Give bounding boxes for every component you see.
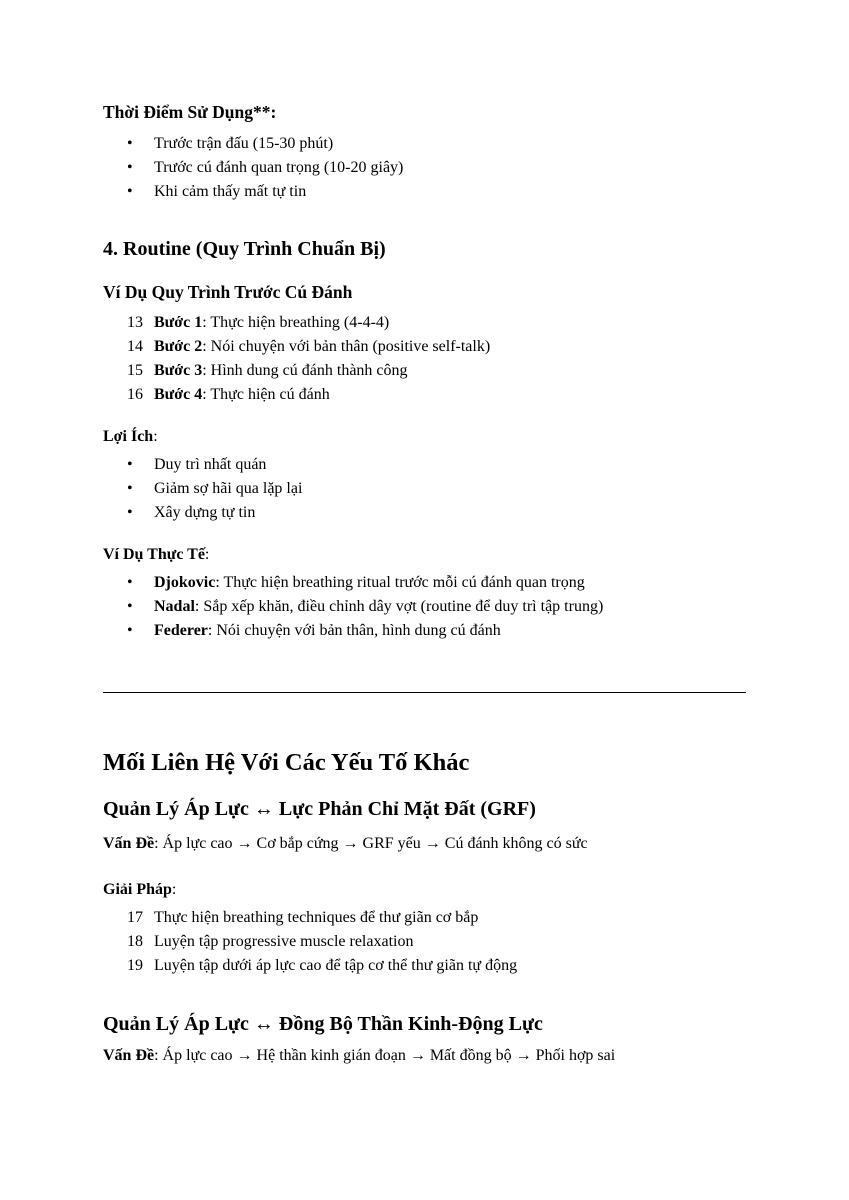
real-examples-label-colon: :	[204, 546, 210, 563]
solution-text: Luyện tập progressive muscle relaxation	[154, 933, 414, 950]
step-text: : Thực hiện breathing (4-4-4)	[202, 314, 390, 331]
player-text: : Sắp xếp khăn, điều chỉnh dây vợt (routine để duy trì tập trung)	[194, 598, 604, 615]
grf-solution-label	[103, 881, 176, 899]
list-item	[103, 595, 603, 619]
step-label: Bước 1	[154, 314, 203, 331]
benefits-label-colon: :	[153, 428, 158, 445]
list-item: • Trước cú đánh quan trọng (10-20 giây)	[103, 156, 403, 180]
solution-text: Thực hiện breathing techniques để thư giãn cơ bắp	[154, 909, 479, 926]
routine-example-heading: Ví Dụ Quy Trình Trước Cú Đánh	[103, 282, 353, 302]
real-examples-list	[103, 571, 603, 643]
step-number: 14	[127, 338, 143, 355]
list-item	[103, 311, 490, 335]
step-label: Bước 3	[154, 362, 203, 379]
player-text: : Nói chuyện với bản thân, hình dung cú đánh	[207, 622, 501, 639]
neuro-problem-label: Vấn Đề	[103, 1047, 155, 1064]
timing-heading: Thời Điểm Sử Dụng**:	[103, 102, 277, 122]
player-text: : Thực hiện breathing ritual trước mỗi cú đánh quan trọng	[215, 574, 585, 591]
timing-list	[103, 132, 403, 204]
step-number: 17	[127, 909, 143, 926]
benefits-label	[103, 428, 158, 446]
step-number: 15	[127, 362, 143, 379]
list-item: • Xây dựng tự tin	[103, 501, 302, 525]
relations-heading: Mối Liên Hệ Với Các Yếu Tố Khác	[103, 749, 470, 776]
list-item	[103, 359, 490, 383]
list-item	[103, 571, 603, 595]
list-item	[103, 619, 603, 643]
list-item	[103, 383, 490, 407]
routine-heading: 4. Routine (Quy Trình Chuẩn Bị)	[103, 238, 386, 260]
neuro-problem-text: : Áp lực cao → Hệ thần kinh gián đoạn → Mất đồng bộ → Phối hợp sai	[154, 1047, 616, 1064]
step-text: : Thực hiện cú đánh	[202, 386, 330, 403]
grf-problem	[103, 835, 588, 853]
step-label: Bước 4	[154, 386, 203, 403]
player-name: Federer	[154, 622, 208, 639]
player-name: Nadal	[154, 598, 195, 615]
player-name: Djokovic	[154, 574, 216, 591]
grf-problem-label: Vấn Đề	[103, 835, 155, 852]
real-examples-label-text: Ví Dụ Thực Tế	[103, 546, 205, 563]
list-item: • Giảm sợ hãi qua lặp lại	[103, 477, 302, 501]
real-examples-label	[103, 546, 209, 564]
benefits-list	[103, 453, 302, 525]
neuro-heading: Quản Lý Áp Lực ↔ Đồng Bộ Thần Kinh-Động Lực	[103, 1013, 543, 1035]
solution-text: Luyện tập dưới áp lực cao để tập cơ thể thư giãn tự động	[154, 957, 518, 974]
step-number: 16	[127, 386, 143, 403]
neuro-problem	[103, 1047, 615, 1065]
list-item: • Duy trì nhất quán	[103, 453, 302, 477]
list-item: • Khi cảm thấy mất tự tin	[103, 180, 403, 204]
horizontal-divider	[103, 692, 746, 693]
list-item	[103, 906, 517, 930]
grf-solutions-list	[103, 906, 517, 978]
grf-solution-label-text: Giải Pháp	[103, 881, 172, 898]
list-item	[103, 930, 517, 954]
benefits-label-text: Lợi Ích	[103, 428, 154, 445]
list-item	[103, 954, 517, 978]
list-item: • Trước trận đấu (15-30 phút)	[103, 132, 403, 156]
step-number: 18	[127, 933, 143, 950]
list-item	[103, 335, 490, 359]
step-text: : Nói chuyện với bản thân (positive self-talk)	[202, 338, 491, 355]
grf-problem-text: : Áp lực cao → Cơ bắp cứng → GRF yếu → Cú đánh không có sức	[154, 835, 588, 852]
routine-steps-list	[103, 311, 490, 407]
step-number: 13	[127, 314, 143, 331]
step-label: Bước 2	[154, 338, 203, 355]
step-number: 19	[127, 957, 143, 974]
step-text: : Hình dung cú đánh thành công	[202, 362, 408, 379]
grf-solution-label-colon: :	[171, 881, 177, 898]
grf-heading: Quản Lý Áp Lực ↔ Lực Phản Chỉ Mặt Đất (GRF)	[103, 798, 536, 820]
